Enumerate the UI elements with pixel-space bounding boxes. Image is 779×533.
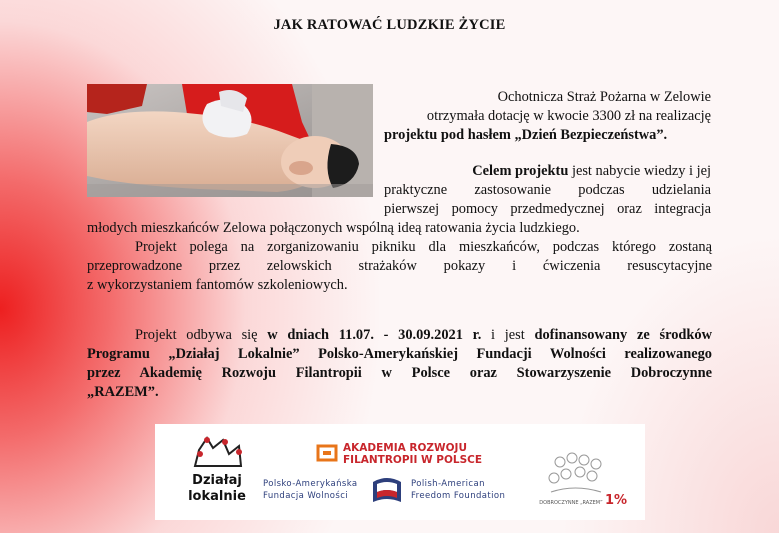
paragraph-goal (384, 162, 711, 219)
pafw-pl-line-1: Polsko-Amerykańska (263, 479, 358, 489)
funding-text-a: Projekt odbywa się (135, 327, 268, 343)
paragraph-grant (384, 88, 711, 145)
grant-line-3: projektu pod hasłem „Dzień Bezpieczeństwa”. (384, 127, 668, 143)
funding-text-d: dofinansowany ze środków (534, 327, 712, 343)
funding-line-2: Programu „Działaj Lokalnie” Polsko-Amerykańskiej Fundacji Wolności realizowanego (87, 346, 712, 362)
goal-line-4: młodych mieszkańców Zelowa połączonych wspólną ideą ratowania życia ludzkiego. (87, 220, 580, 236)
pafw-logo (263, 478, 505, 502)
pafw-flag-icon (373, 478, 401, 502)
funding-text-c: i jest (481, 327, 535, 343)
funding-line-4: „RAZEM”. (87, 384, 159, 400)
funding-line-1 (87, 326, 712, 345)
arfp-line-2: FILANTROPII W POLSCE (343, 454, 483, 466)
goal-bold-label: Celem projektu (472, 163, 569, 179)
grant-line-2: otrzymała dotację w kwocie 3300 zł na realizację (426, 108, 711, 124)
funding-dates: w dniach 11.07. - 30.09.2021 r. (267, 327, 482, 343)
razem-percent: 1% (605, 493, 628, 508)
goal-line-1 (384, 162, 711, 181)
pafw-en-line-1: Polish-American (411, 479, 485, 489)
razem-caption: DOBROCZYNNE „RAZEM” (539, 500, 603, 506)
pafw-pl-line-2: Fundacja Wolności (263, 491, 349, 501)
page-title: JAK RATOWAĆ LUDZKIE ŻYCIE (273, 17, 506, 33)
grant-line-1: Ochotnicza Straż Pożarna w Zelowie (497, 89, 711, 105)
cpr-training-photo (87, 84, 373, 197)
paragraph-funding (87, 326, 712, 402)
arfp-line-1: AKADEMIA ROZWOJU (343, 442, 467, 454)
project-line-1: Projekt polega na zorganizowaniu pikniku dla mieszkańców, podczas którego zostaną (135, 239, 712, 255)
lokalnie-word: lokalnie (188, 489, 246, 504)
goal-line-2: praktyczne zastosowanie podczas udzielania (384, 182, 711, 198)
pafw-en-line-2: Freedom Foundation (411, 491, 506, 501)
paragraph-project (87, 238, 712, 295)
dzialaj-lokalnie-logo (188, 437, 246, 504)
goal-line-1-text: jest nabycie wiedzy i jej (568, 163, 711, 179)
funding-line-3: przez Akademię Rozwoju Filantropii w Polsce oraz Stowarzyszenie Dobroczynne (87, 365, 712, 381)
project-line-3: z wykorzystaniem fantomów szkoleniowych. (87, 277, 348, 293)
razem-logo (539, 453, 627, 508)
project-line-2: przeprowadzone przez zelowskich strażaków pokazy i ćwiczenia resuscytacyjne (87, 258, 712, 274)
sponsor-logos (155, 424, 645, 520)
dzialaj-word: Działaj (192, 473, 242, 488)
goal-line-3: pierwszej pomocy przedmedycznej oraz integracja (384, 201, 711, 217)
arfp-logo (318, 442, 482, 466)
